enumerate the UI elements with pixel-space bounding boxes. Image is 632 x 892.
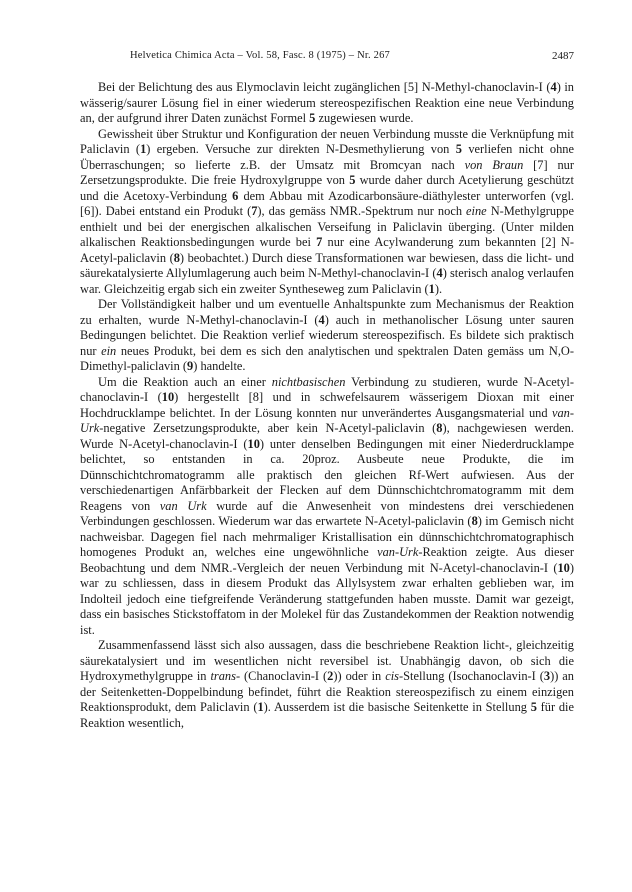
text-run: ) hergestellt [8] und in schwefelsaurem wässerigem Dioxan mit einer Hochdrucklampe belichtet. In der Lösung konnten nur unverändertes Ausgangsmaterial und [80, 390, 574, 420]
text-run: dem Abbau mit Azodicarbonsäure-diäthylester unterworfen (vgl. [6]). Dabei entstand ein Produkt ( [80, 188, 574, 218]
text-run: ). Ausserdem ist die basische Seitenkette in Stellung [263, 700, 531, 714]
paragraph [80, 127, 574, 298]
text-run: ) beobachtet.) Durch diese Transformationen war bewiesen, dass die licht- und säurekatalysierte Allylumlagerung auch beim N-Methyl-chanoclavin-I ( [80, 250, 575, 280]
text-run: ) im Gemisch nicht nachweisbar. Dagegen fiel nach mehrmaliger Kristallisation ein dünnschichtchromatographisch homogenes Produkt an, welches eine ungewöhnliche [80, 514, 574, 559]
compound-number: 4 [436, 266, 443, 280]
text-run: )) oder in [333, 669, 386, 683]
compound-number: 10 [557, 560, 570, 575]
page-number: 2487 [552, 50, 574, 62]
compound-number: 7 [251, 204, 258, 218]
compound-number: 10 [161, 390, 175, 404]
text-run: [7] nur Zersetzungsprodukte. Die freie Hydroxylgruppe von [80, 157, 574, 187]
compound-number: 4 [318, 312, 325, 327]
paragraph [80, 638, 574, 731]
text-run: -negative Zersetzungsprodukte, aber kein N-Acetyl-paliclavin ( [99, 421, 437, 435]
text-run: ), nachgewiesen werden. Wurde N-Acetyl-chanoclavin-I ( [80, 421, 574, 451]
journal-citation: Helvetica Chimica Acta – Vol. 58, Fasc. 8 (1975) – Nr. 267 [130, 50, 390, 61]
text-run: nur eine Acylwanderung zum bekannten [2] N-Acetyl-paliclavin ( [80, 235, 575, 265]
compound-number: 5 [530, 700, 537, 714]
compound-number: 4 [550, 80, 557, 94]
compound-number: 3 [543, 669, 551, 683]
emphasis-text: von Braun [464, 157, 524, 172]
emphasis-text: ein [101, 343, 117, 358]
text-run: Bei der Belichtung des aus Elymoclavin leicht zugänglichen [5] N-Methyl-chanoclavin-I ( [98, 80, 551, 94]
text-run: ) auch in methanolischer Lösung unter sauren Bedingungen belichtet. Die Reaktion verlief wiederum stereospezifisch. Es bildete sich praktisch nur [80, 312, 575, 358]
compound-number: 9 [187, 359, 194, 373]
text-run: wurde auf die Anwesenheit von mindestens drei verschiedenen Verbindungen geschlossen. Wiederum war das erwartete N-Acetyl-paliclavin ( [80, 498, 574, 528]
emphasis-text: eine [466, 204, 487, 218]
text-run: ) ergeben. Versuche zur direkten N-Desmethylierung von [146, 142, 456, 156]
emphasis-text: van-Urk [377, 545, 419, 559]
compound-number: 2 [327, 669, 334, 683]
text-run: ) handelte. [193, 359, 246, 373]
compound-number: 5 [309, 111, 316, 125]
text-run: Um die Reaktion auch an einer [98, 374, 272, 389]
text-run: wurde daher durch Acetylierung geschützt und die Acetoxy-Verbindung [80, 173, 574, 203]
compound-number: 5 [349, 173, 356, 187]
emphasis-text: cis [385, 669, 399, 683]
paragraph [80, 297, 574, 375]
text-run: Verbindung zu studieren, wurde N-Acetyl-chanoclavin-I ( [80, 374, 574, 404]
emphasis-text: trans [210, 669, 236, 683]
text-run: für die Reaktion wesentlich, [80, 700, 574, 730]
compound-number: 1 [428, 281, 435, 296]
text-run: Zusammenfassend lässt sich also aussagen, dass die beschriebene Reaktion licht-, gleichzeitig säurekatalysiert und im wesentlichen nicht reversibel ist. Unabhängig davon, ob sich die Hydroxymethylgruppe in [80, 638, 574, 683]
text-run: Gewissheit über Struktur und Konfiguration der neuen Verbindung musste die Verknüpfung mit Paliclavin ( [80, 126, 574, 156]
compound-number: 1 [257, 700, 264, 714]
text-run: zugewiesen wurde. [315, 111, 414, 125]
emphasis-text: nichtbasischen [271, 374, 346, 389]
compound-number: 8 [436, 421, 443, 435]
text-run: -Reaktion zeigte. Aus dieser Beobachtung und dem NMR.-Vergleich der neuen Verbindung mit N-Acetyl-chanoclavin-I ( [80, 545, 574, 575]
body-text [80, 80, 574, 731]
text-run: neues Produkt, bei dem es sich den analytischen und spektralen Daten gemäss um N,O-Dimethyl-paliclavin ( [80, 343, 574, 373]
compound-number: 8 [471, 514, 478, 528]
text-run: ) in wässerig/saurer Lösung fiel in einer wiederum stereospezifischen Reaktion eine neue Verbindung an, der aufgrund ihrer Daten zunächst Formel [80, 80, 574, 125]
text-run: ). [434, 281, 443, 296]
text-run: ), das gemäss NMR.-Spektrum nur noch [257, 204, 467, 218]
text-run: ) unter denselben Bedingungen mit einer Niederdrucklampe belichtet, so entstanden in ca. 20proz. Ausbeute neue Produkte, die im Dünnschichtchromatogramm alle praktisch den gleichen Rf-Wert aufwiesen. Aus der verschiedenartigen Anfärbbarkeit der Flecken auf dem Dünnschichtchromatogramm mit dem Reagens von [80, 436, 574, 513]
text-run: verliefen nicht ohne Überraschungen; so lieferte z.B. der Umsatz mit Bromcyan nach [80, 142, 574, 172]
text-run: N-Methylgruppe enthielt und bei der energischen alkalischen Verseifung in Paliclavin überging. (Unter milden alkalischen Reaktionsbedingungen wurde bei [80, 204, 574, 249]
compound-number: 8 [173, 250, 180, 265]
paragraph [80, 80, 574, 127]
text-run: ) war zu schliessen, dass in diesem Produkt das Allylsystem zwar erhalten geblieben war, im Indolteil jedoch eine tiefgreifende Veränderung stattgefunden haben musste. Damit war gezeigt, dass ein basisches Stickstoffatom in der Molekel für das Zustandekommen der Reaktion notwendig ist. [80, 560, 574, 637]
compound-number: 7 [316, 235, 323, 249]
compound-number: 5 [455, 142, 462, 156]
paragraph [80, 375, 574, 639]
text-run: Der Vollständigkeit halber und um eventuelle Anhaltspunkte zum Mechanismus der Reaktion zu erhalten, wurde N-Methyl-chanoclavin-I ( [80, 297, 574, 327]
compound-number: 1 [140, 142, 147, 156]
compound-number: 6 [232, 188, 239, 203]
emphasis-text: van-Urk [80, 405, 574, 435]
compound-number: 10 [247, 436, 260, 451]
text-run: -Stellung (Isochanoclavin-I ( [398, 669, 544, 683]
text-run: - (Chanoclavin-I ( [235, 669, 328, 683]
text-run: )) an der Seitenketten-Doppelbindung befindet, führt die Reaktion stereospezifisch zu einem einzigen Reaktionsprodukt, dem Paliclavin ( [80, 669, 575, 714]
emphasis-text: van Urk [159, 498, 207, 513]
running-header [80, 50, 574, 66]
text-run: ) sterisch analog verlaufen war. Gleichzeitig ergab sich ein zweiter Syntheseweg zum Paliclavin ( [80, 266, 574, 296]
